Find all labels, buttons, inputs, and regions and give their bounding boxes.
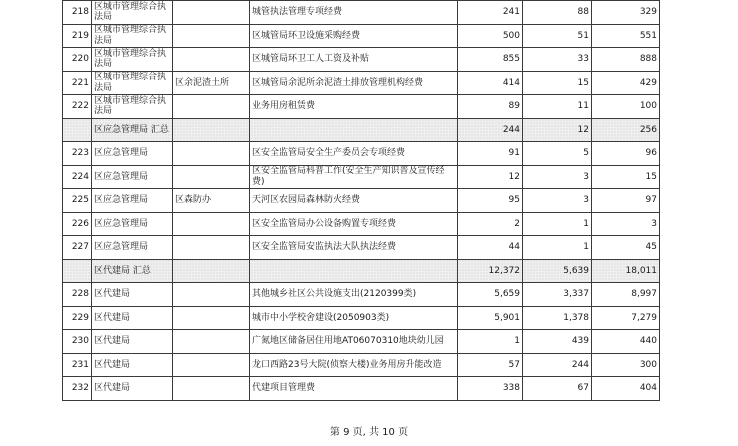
amount-1-cell: 1 — [458, 330, 523, 354]
total-amount-cell: 551 — [592, 24, 660, 48]
table-row — [63, 212, 660, 236]
amount-2-cell: 67 — [523, 377, 592, 401]
item-name-cell: 区安全监管局安监执法大队执法经费 — [250, 236, 458, 260]
total-amount-cell: 888 — [592, 48, 660, 72]
total-amount-cell: 100 — [592, 95, 660, 119]
page-number: 第 9 页, 共 10 页 — [329, 427, 409, 438]
row-number: 230 — [63, 330, 92, 354]
table-row — [63, 330, 660, 354]
department-cell: 区代建局 汇总 — [92, 259, 173, 283]
table-row — [63, 377, 660, 401]
total-amount-cell: 3 — [592, 212, 660, 236]
total-amount-cell: 404 — [592, 377, 660, 401]
amount-1-cell: 5,659 — [458, 283, 523, 307]
department-cell: 区应急管理局 — [92, 236, 173, 260]
sub-unit-cell — [173, 353, 250, 377]
sub-unit-cell — [173, 48, 250, 72]
item-name-cell: 龙口西路23号大院(侦察大楼)业务用房升能改造 — [250, 353, 458, 377]
amount-2-cell: 439 — [523, 330, 592, 354]
amount-2-cell: 3 — [523, 189, 592, 213]
total-amount-cell: 45 — [592, 236, 660, 260]
total-amount-cell: 96 — [592, 142, 660, 166]
total-amount-cell: 7,279 — [592, 306, 660, 330]
row-number: 224 — [63, 165, 92, 189]
department-cell: 区代建局 — [92, 306, 173, 330]
department-cell: 区城市管理综合执法局 — [92, 1, 173, 25]
total-amount-cell: 15 — [592, 165, 660, 189]
row-number: 221 — [63, 71, 92, 95]
table-row — [63, 283, 660, 307]
subtotal-row — [63, 259, 660, 283]
table-row — [63, 48, 660, 72]
total-amount-cell: 256 — [592, 118, 660, 142]
amount-1-cell: 89 — [458, 95, 523, 119]
amount-2-cell: 51 — [523, 24, 592, 48]
table-row — [63, 1, 660, 25]
department-cell: 区应急管理局 汇总 — [92, 118, 173, 142]
table-row — [63, 236, 660, 260]
sub-unit-cell — [173, 212, 250, 236]
item-name-cell: 其他城乡社区公共设施支出(2120399类) — [250, 283, 458, 307]
row-number — [63, 259, 92, 283]
sub-unit-cell: 区森防办 — [173, 189, 250, 213]
amount-1-cell: 91 — [458, 142, 523, 166]
total-amount-cell: 18,011 — [592, 259, 660, 283]
amount-2-cell: 3 — [523, 165, 592, 189]
table-row — [63, 353, 660, 377]
amount-1-cell: 57 — [458, 353, 523, 377]
amount-2-cell: 5 — [523, 142, 592, 166]
sub-unit-cell: 区余泥渣土所 — [173, 71, 250, 95]
total-amount-cell: 8,997 — [592, 283, 660, 307]
item-name-cell: 城管执法管理专项经费 — [250, 1, 458, 25]
amount-1-cell: 244 — [458, 118, 523, 142]
row-number: 228 — [63, 283, 92, 307]
row-number: 222 — [63, 95, 92, 119]
sub-unit-cell — [173, 95, 250, 119]
budget-table — [62, 0, 660, 401]
row-number: 225 — [63, 189, 92, 213]
item-name-cell — [250, 118, 458, 142]
table-row — [63, 306, 660, 330]
amount-1-cell: 12,372 — [458, 259, 523, 283]
sub-unit-cell — [173, 377, 250, 401]
amount-1-cell: 414 — [458, 71, 523, 95]
sub-unit-cell — [173, 283, 250, 307]
row-number: 218 — [63, 1, 92, 25]
amount-1-cell: 2 — [458, 212, 523, 236]
amount-1-cell: 95 — [458, 189, 523, 213]
department-cell: 区城市管理综合执法局 — [92, 48, 173, 72]
amount-2-cell: 15 — [523, 71, 592, 95]
department-cell: 区城市管理综合执法局 — [92, 24, 173, 48]
item-name-cell: 区城管局环卫设施采购经费 — [250, 24, 458, 48]
table-row — [63, 142, 660, 166]
item-name-cell: 天河区农园局森林防火经费 — [250, 189, 458, 213]
amount-1-cell: 241 — [458, 1, 523, 25]
item-name-cell: 城市中小学校舍建设(2050903类) — [250, 306, 458, 330]
table-row — [63, 71, 660, 95]
sub-unit-cell — [173, 1, 250, 25]
table-body — [63, 1, 660, 401]
table-row — [63, 165, 660, 189]
item-name-cell: 区安全监管局办公设备购置专项经费 — [250, 212, 458, 236]
item-name-cell: 代建项目管理费 — [250, 377, 458, 401]
sub-unit-cell — [173, 165, 250, 189]
amount-2-cell: 88 — [523, 1, 592, 25]
sub-unit-cell — [173, 306, 250, 330]
item-name-cell — [250, 259, 458, 283]
department-cell: 区城市管理综合执法局 — [92, 95, 173, 119]
amount-2-cell: 1 — [523, 212, 592, 236]
department-cell: 区代建局 — [92, 283, 173, 307]
item-name-cell: 广氮地区储备居住用地AT06070310地块幼儿园 — [250, 330, 458, 354]
sub-unit-cell — [173, 236, 250, 260]
amount-1-cell: 500 — [458, 24, 523, 48]
department-cell: 区代建局 — [92, 353, 173, 377]
total-amount-cell: 440 — [592, 330, 660, 354]
amount-2-cell: 5,639 — [523, 259, 592, 283]
table-row — [63, 24, 660, 48]
total-amount-cell: 300 — [592, 353, 660, 377]
sub-unit-cell — [173, 142, 250, 166]
department-cell: 区应急管理局 — [92, 189, 173, 213]
sub-unit-cell — [173, 330, 250, 354]
row-number: 220 — [63, 48, 92, 72]
amount-1-cell: 12 — [458, 165, 523, 189]
sub-unit-cell — [173, 118, 250, 142]
item-name-cell: 区安全监管局安全生产委员会专项经费 — [250, 142, 458, 166]
amount-2-cell: 1,378 — [523, 306, 592, 330]
row-number — [63, 118, 92, 142]
amount-2-cell: 12 — [523, 118, 592, 142]
item-name-cell: 区城管局环卫工人工资及补贴 — [250, 48, 458, 72]
item-name-cell: 区城管局余泥所余泥渣土排放管理机构经费 — [250, 71, 458, 95]
department-cell: 区应急管理局 — [92, 165, 173, 189]
row-number: 219 — [63, 24, 92, 48]
department-cell: 区应急管理局 — [92, 142, 173, 166]
amount-2-cell: 11 — [523, 95, 592, 119]
row-number: 231 — [63, 353, 92, 377]
row-number: 226 — [63, 212, 92, 236]
amount-1-cell: 5,901 — [458, 306, 523, 330]
table-row — [63, 95, 660, 119]
item-name-cell: 区安全监管局科普工作(安全生产知识普及宣传经费) — [250, 165, 458, 189]
department-cell: 区应急管理局 — [92, 212, 173, 236]
total-amount-cell: 97 — [592, 189, 660, 213]
amount-2-cell: 1 — [523, 236, 592, 260]
department-cell: 区城市管理综合执法局 — [92, 71, 173, 95]
amount-2-cell: 3,337 — [523, 283, 592, 307]
total-amount-cell: 329 — [592, 1, 660, 25]
amount-2-cell: 244 — [523, 353, 592, 377]
row-number: 223 — [63, 142, 92, 166]
total-amount-cell: 429 — [592, 71, 660, 95]
department-cell: 区代建局 — [92, 377, 173, 401]
row-number: 232 — [63, 377, 92, 401]
amount-1-cell: 338 — [458, 377, 523, 401]
item-name-cell: 业务用房租赁费 — [250, 95, 458, 119]
amount-1-cell: 44 — [458, 236, 523, 260]
table-row — [63, 189, 660, 213]
subtotal-row — [63, 118, 660, 142]
amount-1-cell: 855 — [458, 48, 523, 72]
row-number: 229 — [63, 306, 92, 330]
row-number: 227 — [63, 236, 92, 260]
sub-unit-cell — [173, 259, 250, 283]
department-cell: 区代建局 — [92, 330, 173, 354]
amount-2-cell: 33 — [523, 48, 592, 72]
sub-unit-cell — [173, 24, 250, 48]
